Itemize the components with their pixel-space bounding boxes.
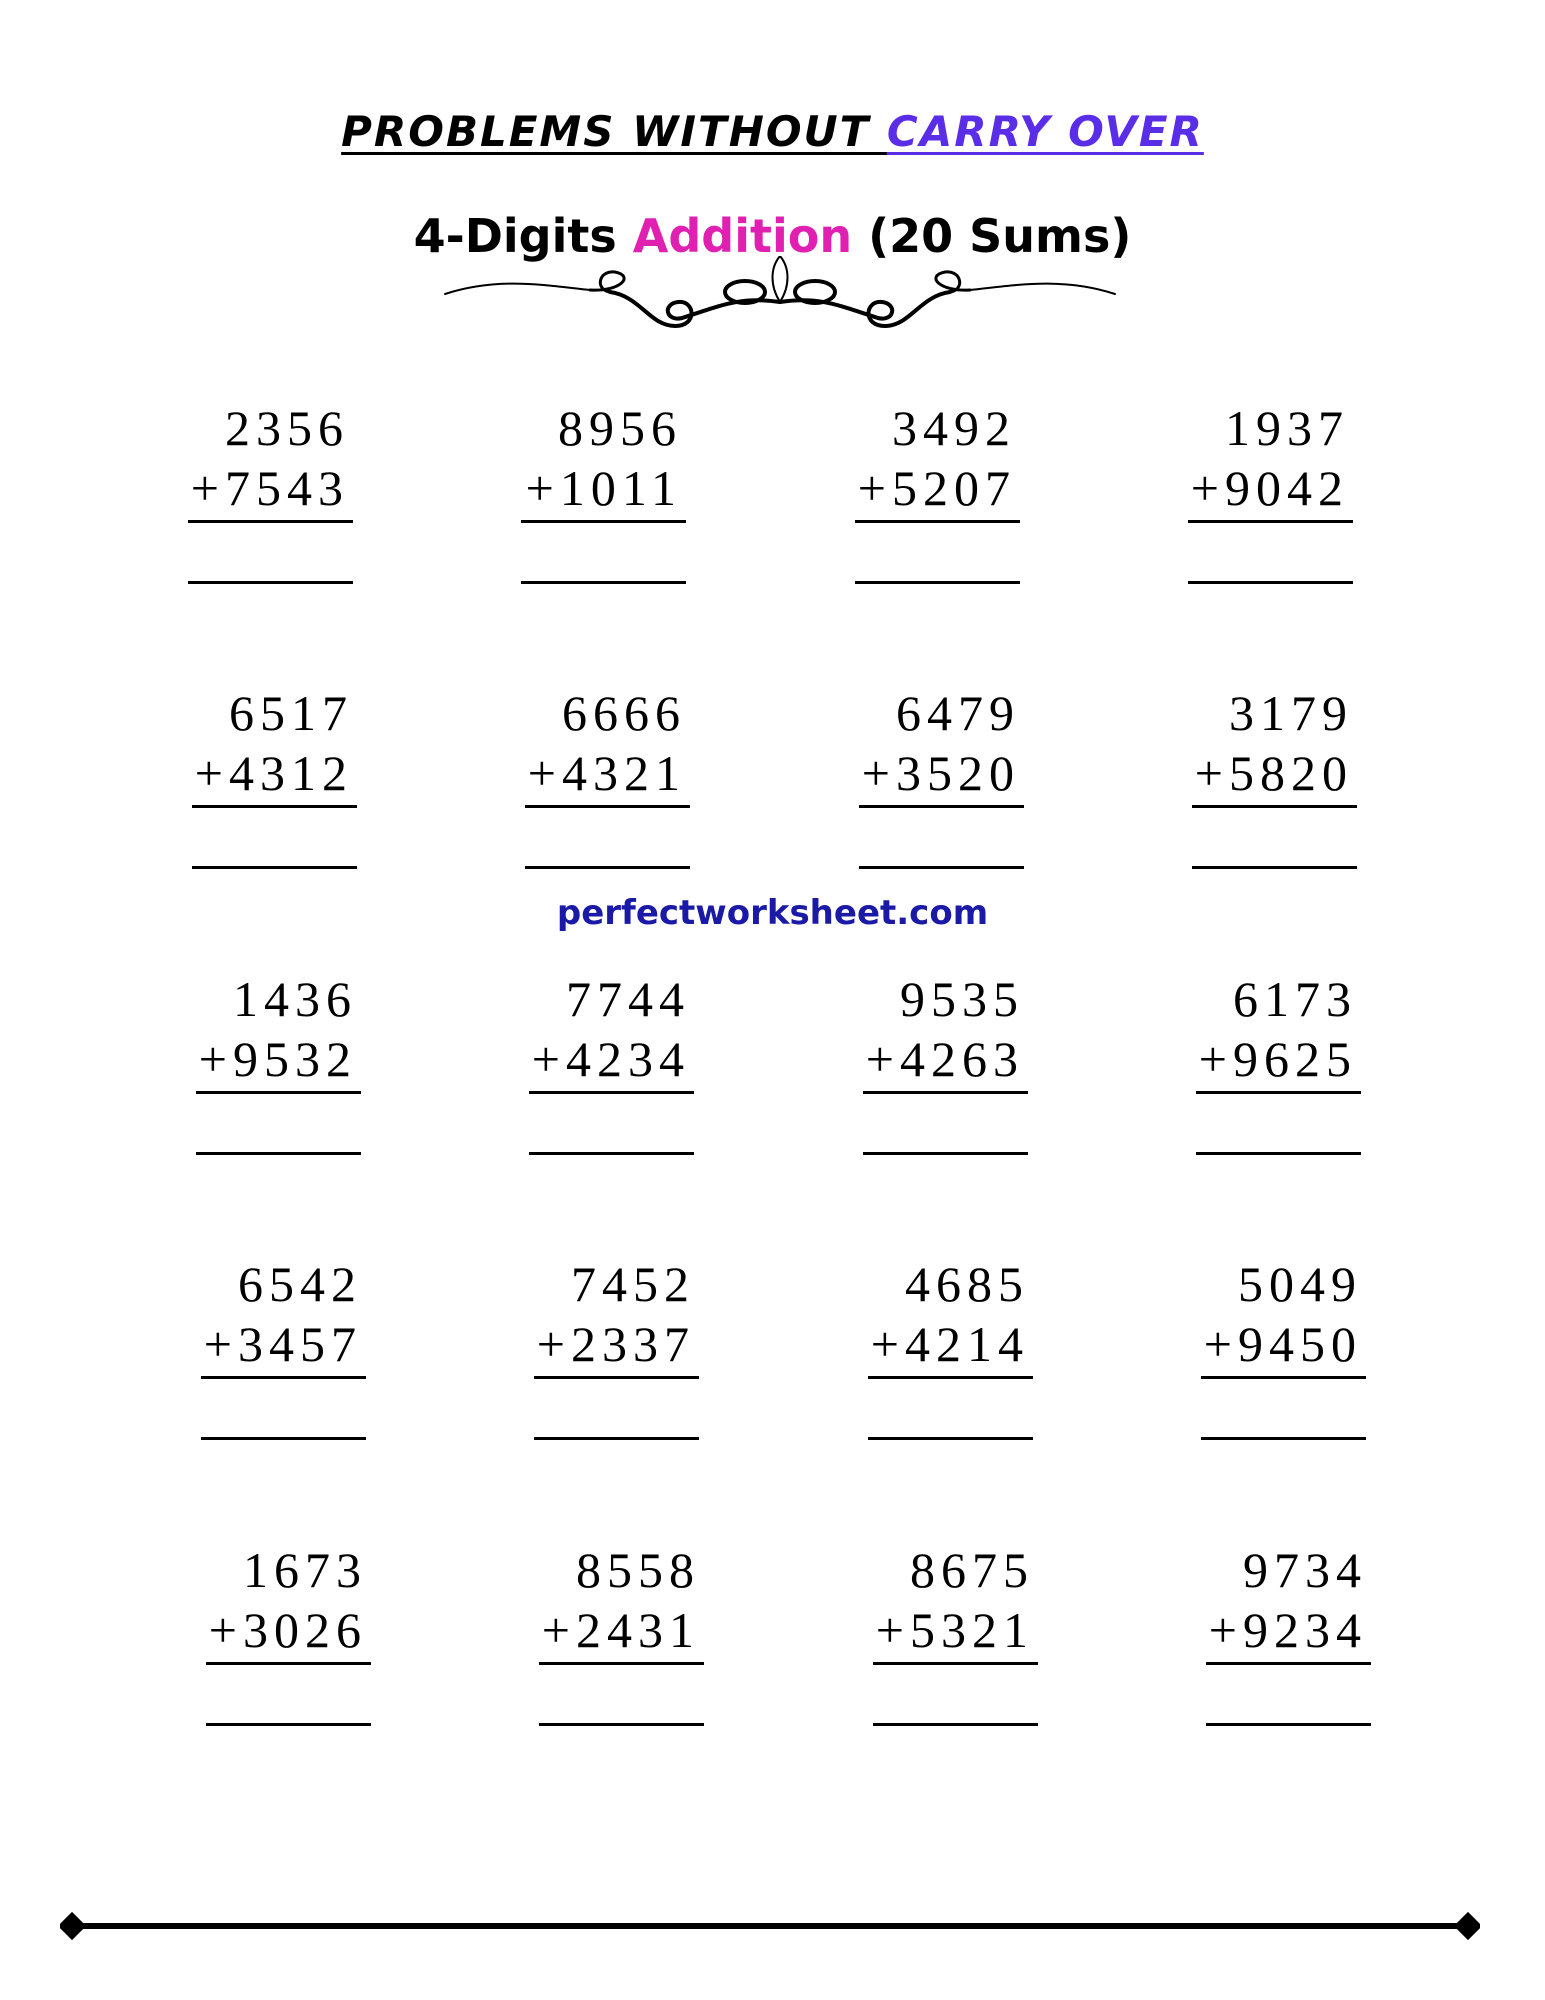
addend-top: 4685 bbox=[905, 1256, 1029, 1312]
addend-top: 8558 bbox=[576, 1542, 700, 1598]
addend-bottom: +5321 bbox=[875, 1602, 1034, 1658]
addend-bottom: +4263 bbox=[865, 1031, 1024, 1087]
addition-problem bbox=[868, 1254, 1033, 1440]
answer-line[interactable] bbox=[529, 1152, 694, 1155]
addend-bottom: +4321 bbox=[527, 745, 686, 801]
addend-bottom: +9234 bbox=[1208, 1602, 1367, 1658]
subtitle-text-digits: 4-Digits bbox=[413, 209, 633, 263]
addend-top: 9734 bbox=[1243, 1542, 1367, 1598]
addend-top: 3492 bbox=[892, 400, 1016, 456]
sum-rule bbox=[873, 1662, 1038, 1665]
addition-problem bbox=[855, 398, 1020, 584]
addend-bottom: +9532 bbox=[198, 1031, 357, 1087]
title-text: PROBLEMS WITHOUT bbox=[341, 107, 887, 156]
sum-rule bbox=[196, 1091, 361, 1094]
addend-top: 6542 bbox=[238, 1256, 362, 1312]
addend-top: 2356 bbox=[225, 400, 349, 456]
addend-top: 1436 bbox=[233, 971, 357, 1027]
answer-line[interactable] bbox=[859, 866, 1024, 869]
sum-rule bbox=[1196, 1091, 1361, 1094]
answer-line[interactable] bbox=[855, 581, 1020, 584]
answer-line[interactable] bbox=[206, 1723, 371, 1726]
answer-line[interactable] bbox=[521, 581, 686, 584]
sum-rule bbox=[855, 520, 1020, 523]
addend-bottom: +9625 bbox=[1198, 1031, 1357, 1087]
addition-problem bbox=[859, 683, 1024, 869]
sum-rule bbox=[521, 520, 686, 523]
addend-bottom: +3026 bbox=[208, 1602, 367, 1658]
sum-rule bbox=[201, 1376, 366, 1379]
sum-rule bbox=[859, 805, 1024, 808]
answer-line[interactable] bbox=[1206, 1723, 1371, 1726]
addend-bottom: +3520 bbox=[861, 745, 1020, 801]
addend-top: 3179 bbox=[1229, 685, 1353, 741]
addition-problem bbox=[873, 1540, 1038, 1726]
addition-problem bbox=[188, 398, 353, 584]
sum-rule bbox=[1206, 1662, 1371, 1665]
addend-bottom: +4214 bbox=[870, 1316, 1029, 1372]
addend-bottom: +2431 bbox=[541, 1602, 700, 1658]
addend-top: 7452 bbox=[571, 1256, 695, 1312]
sum-rule bbox=[192, 805, 357, 808]
answer-line[interactable] bbox=[539, 1723, 704, 1726]
answer-line[interactable] bbox=[863, 1152, 1028, 1155]
addend-bottom: +9042 bbox=[1190, 460, 1349, 516]
addition-problem bbox=[206, 1540, 371, 1726]
addend-top: 8675 bbox=[910, 1542, 1034, 1598]
addition-problem bbox=[1188, 398, 1353, 584]
addend-top: 8956 bbox=[558, 400, 682, 456]
sum-rule bbox=[188, 520, 353, 523]
addition-problem bbox=[539, 1540, 704, 1726]
addition-problem bbox=[525, 683, 690, 869]
subtitle-accent-text: Addition bbox=[632, 209, 853, 263]
addend-top: 6517 bbox=[229, 685, 353, 741]
sum-rule bbox=[1192, 805, 1357, 808]
sum-rule bbox=[539, 1662, 704, 1665]
answer-line[interactable] bbox=[1201, 1437, 1366, 1440]
sum-rule bbox=[206, 1662, 371, 1665]
sum-rule bbox=[529, 1091, 694, 1094]
answer-line[interactable] bbox=[1188, 581, 1353, 584]
addend-top: 6479 bbox=[896, 685, 1020, 741]
watermark-url: perfectworksheet.com bbox=[556, 893, 989, 933]
addend-top: 5049 bbox=[1238, 1256, 1362, 1312]
sum-rule bbox=[863, 1091, 1028, 1094]
addend-bottom: +4234 bbox=[531, 1031, 690, 1087]
sum-rule bbox=[525, 805, 690, 808]
addition-problem bbox=[529, 969, 694, 1155]
addition-problem bbox=[1196, 969, 1361, 1155]
answer-line[interactable] bbox=[192, 866, 357, 869]
sum-rule bbox=[1188, 520, 1353, 523]
sum-rule bbox=[1201, 1376, 1366, 1379]
sum-rule bbox=[534, 1376, 699, 1379]
addition-problem bbox=[201, 1254, 366, 1440]
addend-bottom: +1011 bbox=[525, 460, 682, 516]
answer-line[interactable] bbox=[525, 866, 690, 869]
addition-problem bbox=[534, 1254, 699, 1440]
addend-top: 1673 bbox=[243, 1542, 367, 1598]
addition-problem bbox=[521, 398, 686, 584]
addend-bottom: +7543 bbox=[190, 460, 349, 516]
addend-top: 7744 bbox=[566, 971, 690, 1027]
addend-top: 6666 bbox=[562, 685, 686, 741]
addend-bottom: +3457 bbox=[203, 1316, 362, 1372]
addition-problem bbox=[863, 969, 1028, 1155]
addend-bottom: +5820 bbox=[1194, 745, 1353, 801]
answer-line[interactable] bbox=[1196, 1152, 1361, 1155]
addition-problem bbox=[196, 969, 361, 1155]
addend-top: 1937 bbox=[1225, 400, 1349, 456]
title-accent-text: CARRY OVER bbox=[886, 107, 1204, 156]
addend-bottom: +9450 bbox=[1203, 1316, 1362, 1372]
addition-problem bbox=[192, 683, 357, 869]
footer-divider bbox=[60, 1906, 1480, 1946]
answer-line[interactable] bbox=[873, 1723, 1038, 1726]
addend-bottom: +2337 bbox=[536, 1316, 695, 1372]
addition-problem bbox=[1201, 1254, 1366, 1440]
answer-line[interactable] bbox=[534, 1437, 699, 1440]
answer-line[interactable] bbox=[1192, 866, 1357, 869]
answer-line[interactable] bbox=[201, 1437, 366, 1440]
answer-line[interactable] bbox=[196, 1152, 361, 1155]
subtitle-text-count: (20 Sums) bbox=[852, 209, 1132, 263]
sum-rule bbox=[868, 1376, 1033, 1379]
addend-bottom: +4312 bbox=[194, 745, 353, 801]
addition-problem bbox=[1206, 1540, 1371, 1726]
addend-bottom: +5207 bbox=[857, 460, 1016, 516]
addend-top: 6173 bbox=[1233, 971, 1357, 1027]
answer-line[interactable] bbox=[868, 1437, 1033, 1440]
addend-top: 9535 bbox=[900, 971, 1024, 1027]
addition-problem bbox=[1192, 683, 1357, 869]
answer-line[interactable] bbox=[188, 581, 353, 584]
